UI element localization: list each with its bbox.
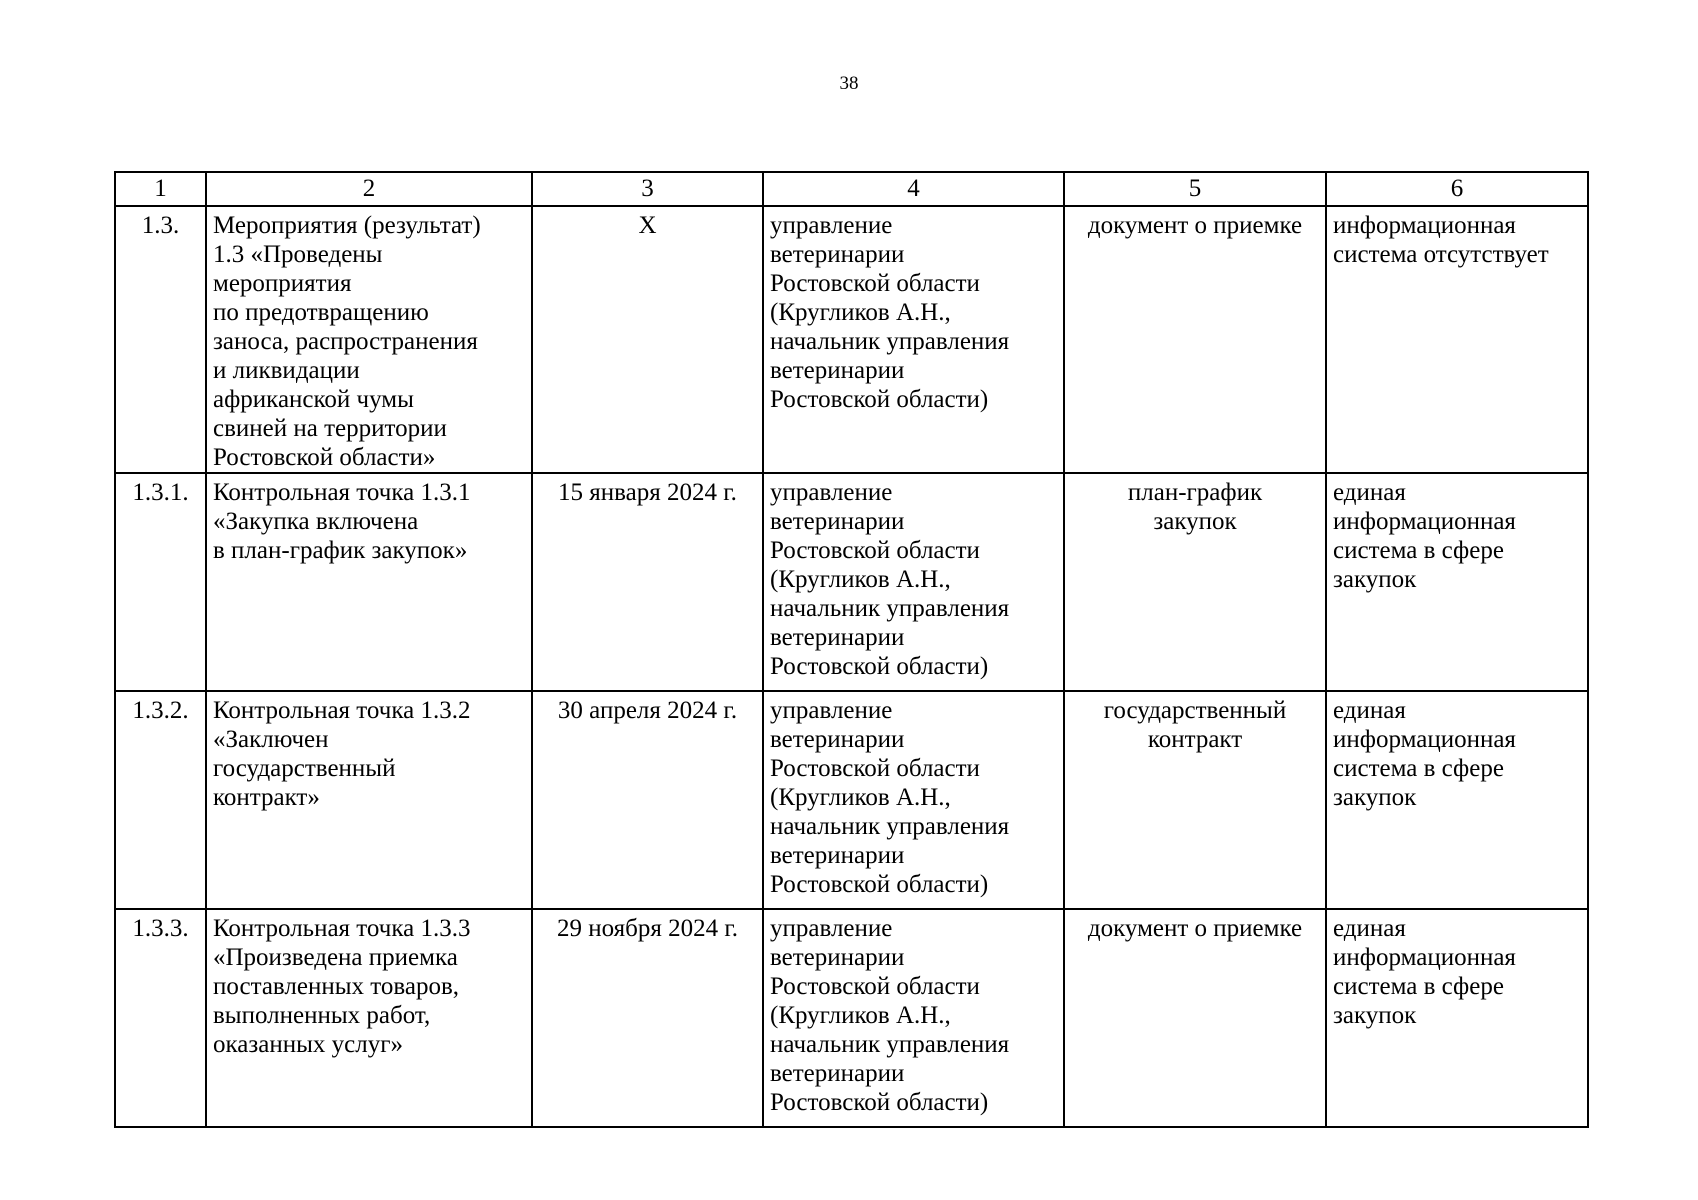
document-line: контракт: [1147, 726, 1243, 753]
system-cell: [1326, 473, 1588, 691]
system-line: система в сфере: [1333, 973, 1504, 1000]
event-name-line: Ростовской области»: [213, 444, 436, 471]
column-header-5: 5: [1064, 172, 1326, 206]
responsible-line: Ростовской области: [770, 973, 980, 1000]
document-cell: [1064, 909, 1326, 1127]
event-name-cell: [206, 206, 532, 473]
event-name-line: свиней на территории: [213, 415, 447, 442]
responsible-line: начальник управления: [770, 328, 1010, 355]
responsible-line: управление: [770, 212, 893, 239]
event-name-line: и ликвидации: [213, 357, 360, 384]
column-header-6: 6: [1326, 172, 1588, 206]
responsible-line: Ростовской области: [770, 270, 980, 297]
event-name-line: 1.3 «Проведены: [213, 241, 383, 268]
responsible-line: ветеринарии: [770, 1060, 905, 1087]
system-line: информационная: [1333, 944, 1516, 971]
event-name-line: заноса, распространения: [213, 328, 478, 355]
table-row: [115, 206, 1588, 473]
responsible-cell: [763, 691, 1064, 909]
event-name-cell: [206, 691, 532, 909]
event-name-line: «Произведена приемка: [213, 944, 458, 971]
responsible-line: Ростовской области): [770, 1089, 989, 1116]
event-name-line: выполненных работ,: [213, 1002, 431, 1029]
event-name-line: по предотвращению: [213, 299, 429, 326]
system-line: информационная: [1333, 508, 1516, 535]
responsible-line: Ростовской области: [770, 537, 980, 564]
date-cell: 15 января 2024 г.: [532, 473, 763, 691]
system-line: закупок: [1333, 566, 1417, 593]
row-number: 1.3.1.: [115, 473, 206, 691]
row-number: 1.3.2.: [115, 691, 206, 909]
document-line: государственный: [1103, 697, 1287, 724]
document-line: план-график: [1127, 479, 1263, 506]
responsible-line: ветеринарии: [770, 241, 905, 268]
responsible-line: ветеринарии: [770, 726, 905, 753]
document-line: документ о приемке: [1087, 212, 1303, 239]
column-header-4: 4: [763, 172, 1064, 206]
event-name-line: Контрольная точка 1.3.3: [213, 915, 471, 942]
system-line: информационная: [1333, 212, 1516, 239]
event-name-line: поставленных товаров,: [213, 973, 459, 1000]
page-number: 38: [839, 73, 859, 94]
document-cell: [1064, 473, 1326, 691]
responsible-line: начальник управления: [770, 813, 1010, 840]
system-cell: [1326, 909, 1588, 1127]
event-name-cell: [206, 473, 532, 691]
event-name-line: «Закупка включена: [213, 508, 419, 535]
system-line: единая: [1333, 915, 1406, 942]
system-line: единая: [1333, 697, 1406, 724]
responsible-cell: [763, 206, 1064, 473]
responsible-cell: [763, 473, 1064, 691]
column-header-3: 3: [532, 172, 763, 206]
responsible-line: ветеринарии: [770, 944, 905, 971]
responsible-line: ветеринарии: [770, 508, 905, 535]
responsible-line: начальник управления: [770, 1031, 1010, 1058]
responsible-line: Ростовской области): [770, 653, 989, 680]
responsible-line: (Кругликов А.Н.,: [770, 299, 951, 326]
column-header-1: 1: [115, 172, 206, 206]
responsible-line: (Кругликов А.Н.,: [770, 1002, 951, 1029]
event-name-line: в план-график закупок»: [213, 537, 468, 564]
row-number: 1.3.: [115, 206, 206, 473]
event-name-line: Контрольная точка 1.3.2: [213, 697, 471, 724]
document-cell: [1064, 206, 1326, 473]
responsible-line: Ростовской области: [770, 755, 980, 782]
table-row: [115, 909, 1588, 1127]
document-line: документ о приемке: [1087, 915, 1303, 942]
date-cell: X: [532, 206, 763, 473]
event-name-line: государственный: [213, 755, 396, 782]
event-name-line: мероприятия: [213, 270, 352, 297]
system-line: система в сфере: [1333, 537, 1504, 564]
responsible-line: (Кругликов А.Н.,: [770, 566, 951, 593]
responsible-cell: [763, 909, 1064, 1127]
date-cell: 30 апреля 2024 г.: [532, 691, 763, 909]
system-line: закупок: [1333, 1002, 1417, 1029]
event-name-cell: [206, 909, 532, 1127]
event-name-line: Контрольная точка 1.3.1: [213, 479, 471, 506]
responsible-line: Ростовской области): [770, 871, 989, 898]
system-line: закупок: [1333, 784, 1417, 811]
event-name-line: «Заключен: [213, 726, 329, 753]
system-cell: [1326, 206, 1588, 473]
header-row: [115, 172, 1588, 206]
system-cell: [1326, 691, 1588, 909]
responsible-line: Ростовской области): [770, 386, 989, 413]
column-header-2: 2: [206, 172, 532, 206]
plan-table: [114, 171, 1589, 1128]
system-line: система отсутствует: [1333, 241, 1549, 268]
responsible-line: ветеринарии: [770, 624, 905, 651]
event-name-line: контракт»: [213, 784, 320, 811]
responsible-line: управление: [770, 697, 893, 724]
document-line: закупок: [1153, 508, 1237, 535]
table-row: [115, 473, 1588, 691]
responsible-line: (Кругликов А.Н.,: [770, 784, 951, 811]
responsible-line: ветеринарии: [770, 357, 905, 384]
table-row: [115, 691, 1588, 909]
responsible-line: управление: [770, 479, 893, 506]
date-cell: 29 ноября 2024 г.: [532, 909, 763, 1127]
system-line: единая: [1333, 479, 1406, 506]
responsible-line: ветеринарии: [770, 842, 905, 869]
document-cell: [1064, 691, 1326, 909]
responsible-line: управление: [770, 915, 893, 942]
event-name-line: оказанных услуг»: [213, 1031, 403, 1058]
system-line: система в сфере: [1333, 755, 1504, 782]
event-name-line: африканской чумы: [213, 386, 414, 413]
system-line: информационная: [1333, 726, 1516, 753]
row-number: 1.3.3.: [115, 909, 206, 1127]
event-name-line: Мероприятия (результат): [213, 212, 481, 239]
responsible-line: начальник управления: [770, 595, 1010, 622]
